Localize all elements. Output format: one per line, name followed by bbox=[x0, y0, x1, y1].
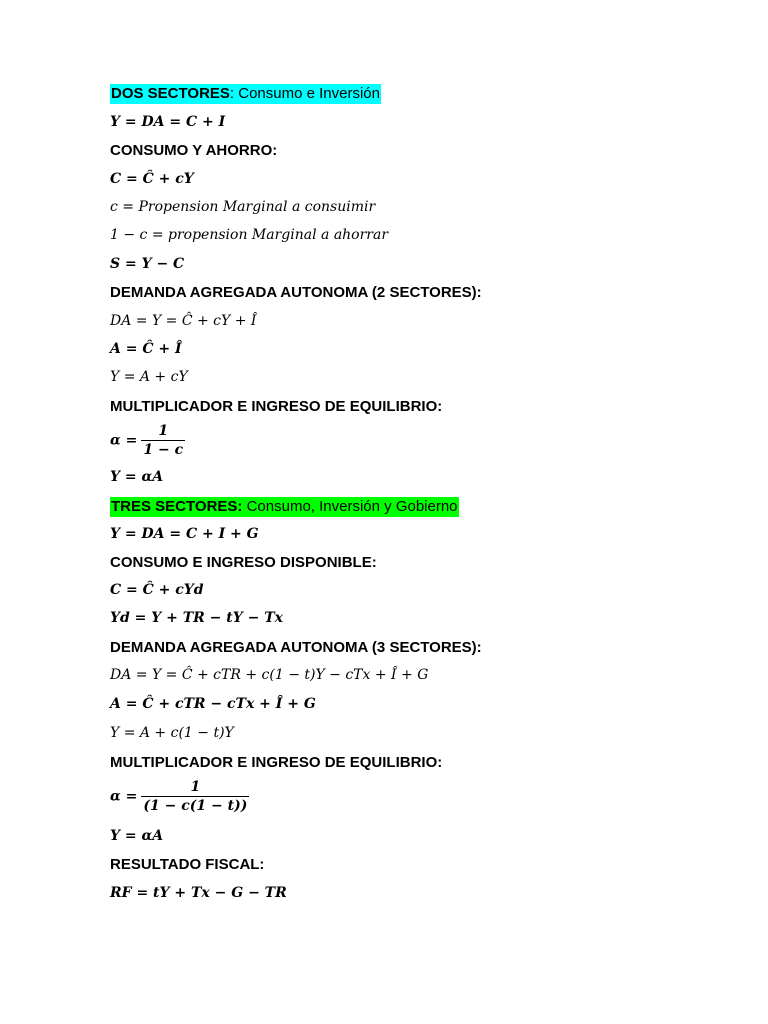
header-resultado-fiscal: RESULTADO FISCAL: bbox=[110, 856, 265, 873]
eq-two-ingreso: Y = A + cY bbox=[110, 369, 188, 385]
eq-propension-ahorrar: 1 − c = propension Marginal a ahorrar bbox=[110, 227, 389, 243]
header-demanda-3: DEMANDA AGREGADA AUTONOMA (3 SECTORES): bbox=[110, 639, 482, 656]
fraction bbox=[141, 780, 249, 813]
eq-three-main: Y = DA = C + I + G bbox=[110, 526, 259, 542]
section-two-heading bbox=[110, 86, 381, 101]
eq-resultado-fiscal: RF = tY + Tx − G − TR bbox=[110, 885, 287, 901]
header-demanda-2: DEMANDA AGREGADA AUTONOMA (2 SECTORES): bbox=[110, 284, 482, 301]
eq-ahorro: S = Y − C bbox=[110, 256, 185, 272]
section-three-subtitle: Consumo, Inversión y Gobierno bbox=[242, 498, 458, 515]
section-two-subtitle: : Consumo e Inversión bbox=[229, 85, 380, 102]
fraction bbox=[141, 424, 185, 457]
eq-three-ingreso: Y = A + c(1 − t)Y bbox=[110, 725, 234, 741]
alpha-lhs: α = bbox=[110, 432, 138, 449]
alpha-lhs: α = bbox=[110, 788, 138, 805]
eq-two-equilibrio: Y = αA bbox=[110, 469, 164, 485]
eq-three-autonomo: A = Ĉ + cTR − cTx + Î + G bbox=[110, 696, 316, 712]
section-three-title: TRES SECTORES: bbox=[111, 498, 243, 515]
header-multiplicador-2: MULTIPLICADOR E INGRESO DE EQUILIBRIO: bbox=[110, 398, 443, 415]
section-three-highlight bbox=[110, 497, 459, 517]
eq-two-autonomo: A = Ĉ + Î bbox=[110, 341, 182, 357]
header-consumo-ahorro: CONSUMO Y AHORRO: bbox=[110, 142, 278, 159]
eq-three-equilibrio: Y = αA bbox=[110, 828, 164, 844]
eq-two-demanda: DA = Y = Ĉ + cY + Î bbox=[110, 313, 257, 329]
header-multiplicador-3: MULTIPLICADOR E INGRESO DE EQUILIBRIO: bbox=[110, 754, 443, 771]
fraction-denominator: (1 − c(1 − t)) bbox=[143, 798, 248, 814]
fraction-numerator: 1 bbox=[158, 423, 169, 439]
eq-two-multiplicador bbox=[110, 424, 185, 457]
eq-propension-consumir: c = Propension Marginal a consuimir bbox=[110, 199, 376, 215]
fraction-denominator: 1 − c bbox=[143, 442, 184, 458]
eq-three-multiplicador bbox=[110, 780, 249, 813]
section-two-highlight bbox=[110, 84, 381, 104]
fraction-numerator: 1 bbox=[190, 779, 201, 795]
eq-two-main: Y = DA = C + I bbox=[110, 114, 226, 130]
section-three-heading bbox=[110, 499, 459, 514]
eq-three-consumo: C = Ĉ + cYd bbox=[110, 582, 204, 598]
header-consumo-disponible: CONSUMO E INGRESO DISPONIBLE: bbox=[110, 554, 377, 571]
eq-two-consumo: C = Ĉ + cY bbox=[110, 171, 194, 187]
section-two-title: DOS SECTORES bbox=[111, 85, 230, 102]
eq-three-demanda: DA = Y = Ĉ + cTR + c(1 − t)Y − cTx + Î + G bbox=[110, 667, 429, 683]
eq-ingreso-disponible: Yd = Y + TR − tY − Tx bbox=[110, 610, 283, 626]
